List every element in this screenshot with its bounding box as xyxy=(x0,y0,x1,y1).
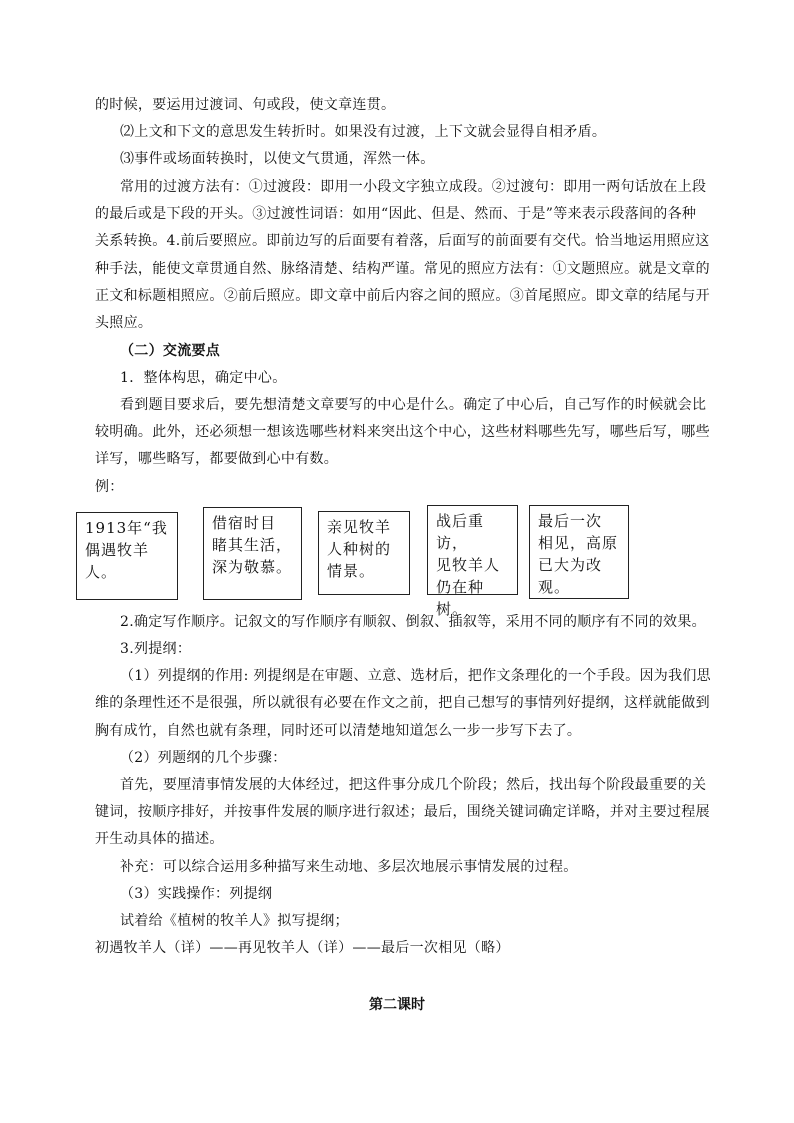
box-text: 情景。 xyxy=(327,562,376,580)
box-text: 相见，高原 xyxy=(538,534,619,552)
box-text: 1913年“我 xyxy=(85,519,168,537)
box-text: 战后重访， xyxy=(436,512,485,552)
para-line-20: 胸有成竹，自然也就有条理，同时还可以清楚地知道怎么一步一步写下去了。 xyxy=(95,723,582,739)
outline-box-4 xyxy=(427,505,518,618)
box-text: 观。 xyxy=(538,578,571,596)
para-line-26: （3）实践操作：列提纲 xyxy=(120,886,273,902)
box-text: 偶遇牧羊人。 xyxy=(85,541,150,581)
para-line-19: 维的条理性还不是很强，所以就很有必要在作文之前，把自己想写的事情列好提纲，这样就能做到 xyxy=(95,695,710,711)
para-line-21: （2）列题纲的几个步骤： xyxy=(120,750,287,766)
para-line-18: （1）列提纲的作用: 列提纲是在审题、立意、选材后，把作文条理化的一个手段。因为我们思 xyxy=(120,668,711,684)
para-line-5: 的最后或是下段的开头。③过渡性词语：如用“因此、但是、然而、于是”等来表示段落间的各种 xyxy=(95,206,697,222)
box-text: 借宿时目 xyxy=(212,514,277,532)
para-line-22: 首先，要厘清事情发展的大体经过，把这件事分成几个阶段；然后，找出每个阶段最重要的关 xyxy=(120,777,707,793)
lesson-title: 第二课时 xyxy=(369,997,425,1013)
para-line-4: 常用的过渡方法有：①过渡段：即用一小段文字独立成段。②过渡句：即用一两句话放在上段 xyxy=(120,179,707,195)
outline-box-2 xyxy=(203,507,302,600)
box-text: 最后一次 xyxy=(538,512,603,530)
para-line-6: 关系转换。4.前后要照应。即前边写的后面要有着落，后面写的前面要有交代。恰当地运用照应这 xyxy=(95,233,710,249)
box-text: 深为敬慕。 xyxy=(212,558,293,576)
outline-box-1 xyxy=(76,512,178,600)
para-line-2: ⑵上文和下文的意思发生转折时。如果没有过渡，上下文就会显得自相矛盾。 xyxy=(120,124,607,140)
para-line-27: 试着给《植树的牧羊人》拟写提纲； xyxy=(120,913,349,929)
para-line-7: 种手法，能使文章贯通自然、脉络清楚、结构严谨。常见的照应方法有：①文题照应。就是文章的 xyxy=(95,261,710,277)
para-line-11: 1．整体构思，确定中心。 xyxy=(120,370,287,386)
para-line-16: 2.确定写作顺序。记叙文的写作顺序有顺叙、倒叙、插叙等，采用不同的顺序有不同的效果。 xyxy=(120,614,706,630)
para-line-24: 开生动具体的描述。 xyxy=(95,831,224,847)
para-line-14: 详写，哪些略写，都要做到心中有数。 xyxy=(95,451,339,467)
section-heading: （二）交流要点 xyxy=(120,343,221,359)
para-line-1: 的时候，要运用过渡词、句或段，使文章连贯。 xyxy=(95,97,396,113)
para-line-9: 头照应。 xyxy=(95,315,153,331)
para-line-13: 较明确。此外，还必须想一想该选哪些材料来突出这个中心，这些材料哪些先写，哪些后写，哪些 xyxy=(95,424,710,440)
para-line-23: 键词，按顺序排好，并按事件发展的顺序进行叙述；最后，围绕关键词确定详略，并对主要过程展 xyxy=(95,804,710,820)
outline-box-5 xyxy=(529,505,629,599)
para-line-28: 初遇牧羊人（详）——再见牧羊人（详）——最后一次相见（略） xyxy=(95,940,510,956)
box-text: 睹其生活， xyxy=(212,536,293,554)
para-line-25: 补充：可以综合运用多种描写来生动地、多层次地展示事情发展的过程。 xyxy=(120,859,578,875)
para-line-12: 看到题目要求后，要先想清楚文章要写的中心是什么。确定了中心后，自己写作的时候就会比 xyxy=(120,397,707,413)
box-text: 见牧羊人 xyxy=(436,556,501,574)
outline-box-3 xyxy=(318,511,410,595)
para-line-3: ⑶事件或场面转换时，以使文气贯通，浑然一体。 xyxy=(120,151,435,167)
example-label: 例： xyxy=(95,479,124,495)
box-text: 人种树的 xyxy=(327,540,392,558)
box-text: 仍在种树。 xyxy=(436,578,485,618)
para-line-8: 正文和标题相照应。②前后照应。即文章中前后内容之间的照应。③首尾照应。即文章的结尾与开 xyxy=(95,288,710,304)
box-text: 亲见牧羊 xyxy=(327,518,392,536)
para-line-17: 3.列提纲： xyxy=(120,641,192,657)
box-text: 已大为改 xyxy=(538,556,603,574)
